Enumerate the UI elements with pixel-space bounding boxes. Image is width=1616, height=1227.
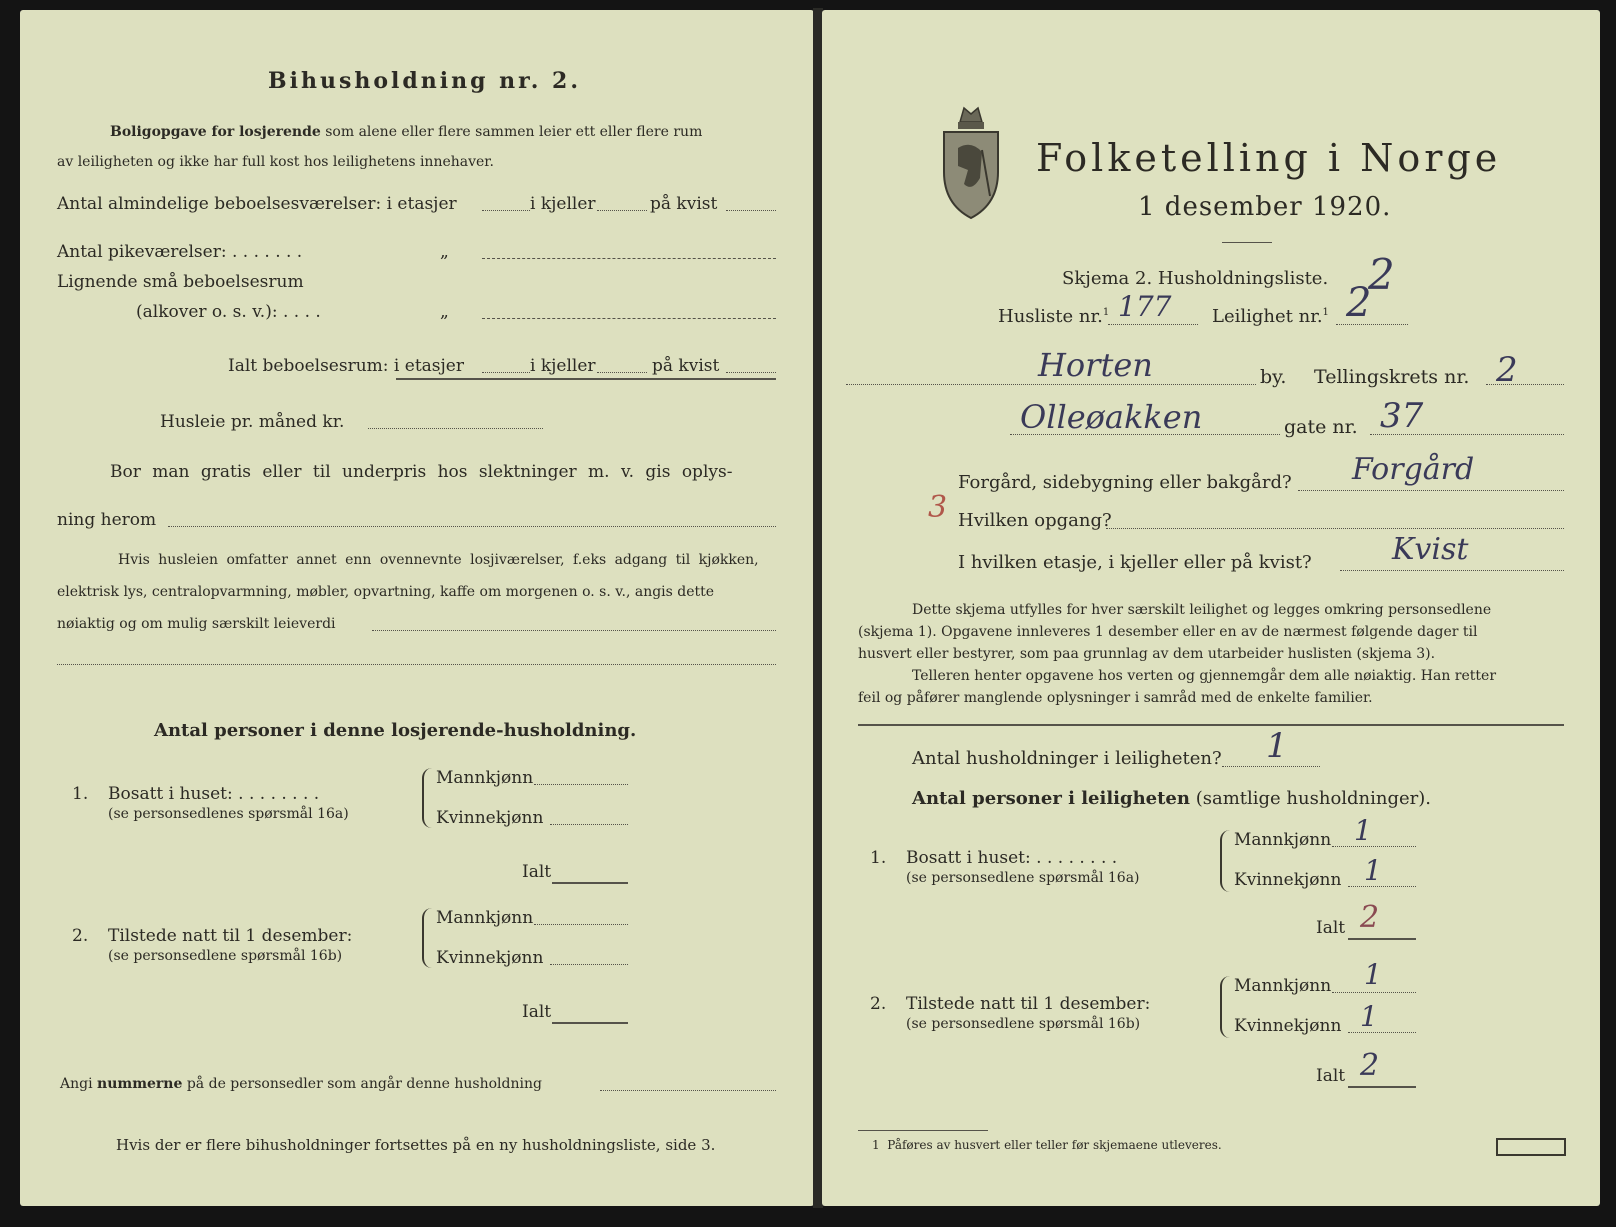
gratis-line[interactable] xyxy=(168,526,776,527)
left-q1-num: 1. xyxy=(72,784,89,804)
right-persons-heading-bold: Antal personer i leiligheten xyxy=(912,788,1190,809)
gate-line[interactable] xyxy=(1010,434,1280,435)
left-q2-num: 2. xyxy=(72,926,89,946)
rooms-label: Antal almindelige beboelsesværelser: i etasjer xyxy=(57,194,457,214)
right-q1-label: Bosatt i huset: . . . . . . . . xyxy=(906,848,1118,868)
by-hw: Horten xyxy=(1038,346,1153,384)
by-line[interactable] xyxy=(846,384,1256,385)
rooms-kjeller-line[interactable] xyxy=(597,210,647,211)
leieverdi-line[interactable] xyxy=(372,630,776,631)
left-q1-kvinne-line[interactable] xyxy=(550,824,628,825)
ialt-kvist-label: på kvist xyxy=(652,356,720,376)
leilighet-hw: 2 xyxy=(1346,280,1372,326)
right-q1-ialt-hw: 2 xyxy=(1360,900,1380,935)
left-q1-note: (se personsedlenes spørsmål 16a) xyxy=(108,806,349,822)
ialt-kjeller-label: i kjeller xyxy=(530,356,596,376)
gate-label: gate nr. xyxy=(1284,416,1358,438)
left-page xyxy=(20,10,814,1206)
info-p1-l1: Dette skjema utfylles for hver særskilt leilighet og legges omkring personsedlene xyxy=(912,602,1492,618)
left-q1-kvinne-label: Kvinnekjønn xyxy=(436,808,544,828)
info-p2-l2: feil og påfører manglende oplysninger i samråd med de enkelte familier. xyxy=(858,690,1373,706)
footnote-rule xyxy=(858,1130,988,1131)
gratis-line1: Bor man gratis eller til underpris hos slektninger m. v. gis oplys- xyxy=(110,462,733,482)
ialt-rooms-label: Ialt beboelsesrum: i etasjer xyxy=(228,356,464,376)
intro-bold: Boligopgave for losjerende xyxy=(110,124,321,140)
hvis-line1: Hvis husleien omfatter annet enn ovennevnte losjiværelser, f.eks adgang til kjøkken, xyxy=(118,552,759,568)
right-q2-num: 2. xyxy=(870,994,887,1014)
leilighet-sup: 1 xyxy=(1322,307,1329,318)
right-q1-kvinne-hw: 1 xyxy=(1364,854,1382,887)
gate-nr-hw: 37 xyxy=(1380,396,1424,436)
left-q2-ialt-label: Ialt xyxy=(522,1002,552,1022)
right-q2-mann-line[interactable] xyxy=(1332,992,1416,993)
right-q2-note: (se personsedlene spørsmål 16b) xyxy=(906,1016,1141,1032)
rooms-etasjer-line[interactable] xyxy=(482,210,530,211)
right-date: 1 desember 1920. xyxy=(1138,192,1392,222)
forgaard-label: Forgård, sidebygning eller bakgård? xyxy=(958,472,1292,493)
pike-label: Antal pikeværelser: . . . . . . . xyxy=(57,242,303,262)
skjema-label: Skjema 2. Husholdningsliste. xyxy=(1062,268,1329,289)
title-rule xyxy=(1222,242,1272,243)
printer-stamp-icon xyxy=(1496,1138,1566,1156)
angi-line xyxy=(60,1076,542,1092)
opgang-line[interactable] xyxy=(1106,528,1564,529)
krets-label: Tellingskrets nr. xyxy=(1314,366,1470,388)
intro-line1 xyxy=(110,124,702,140)
right-q2-kvinne-hw: 1 xyxy=(1360,1000,1378,1033)
lignende-line2: (alkover o. s. v.): . . . . xyxy=(136,302,321,322)
left-footer: Hvis der er flere bihusholdninger fortsettes på en ny husholdningsliste, side 3. xyxy=(116,1136,716,1154)
right-q2-brace xyxy=(1220,976,1230,1038)
left-q2-mann-line[interactable] xyxy=(534,924,628,925)
right-q1-kvinne-label: Kvinnekjønn xyxy=(1234,870,1342,890)
left-q2-kvinne-label: Kvinnekjønn xyxy=(436,948,544,968)
right-q1-ialt-line[interactable] xyxy=(1348,938,1416,940)
angi-rest: på de personsedler som angår denne husholdning xyxy=(186,1076,542,1092)
husliste-label-text: Husliste nr. xyxy=(998,306,1103,327)
rooms-kvist-label: på kvist xyxy=(650,194,718,214)
right-q2-kvinne-label: Kvinnekjønn xyxy=(1234,1016,1342,1036)
right-q1-mann-line[interactable] xyxy=(1332,846,1416,847)
leilighet-label-text: Leilighet nr. xyxy=(1212,306,1323,327)
footnote-num: 1 xyxy=(872,1138,880,1152)
left-q1-ialt-label: Ialt xyxy=(522,862,552,882)
leilighet-line[interactable] xyxy=(1336,324,1408,325)
right-q2-kvinne-line[interactable] xyxy=(1348,1032,1416,1033)
etasje-label: I hvilken etasje, i kjeller eller på kvist? xyxy=(958,552,1312,573)
intro-line2: av leiligheten og ikke har full kost hos leilighetens innehaver. xyxy=(57,154,494,170)
right-q2-ialt-hw: 2 xyxy=(1360,1048,1380,1083)
left-q1-brace xyxy=(422,768,432,828)
angi-bold: nummerne xyxy=(97,1076,183,1092)
pike-quote: „ xyxy=(440,242,449,262)
right-q2-mann-hw: 1 xyxy=(1364,958,1382,991)
ialt-etasjer-line[interactable] xyxy=(482,372,530,373)
left-q2-kvinne-line[interactable] xyxy=(550,964,628,965)
hvis-line2: elektrisk lys, centralopvarmning, møbler, opvartning, kaffe om morgenen o. s. v., angis dette xyxy=(57,584,715,600)
pike-line[interactable] xyxy=(482,258,776,259)
antal-hush-line[interactable] xyxy=(1222,766,1320,767)
right-q1-brace xyxy=(1220,830,1230,892)
angi-line-field[interactable] xyxy=(600,1090,776,1091)
husleie-label: Husleie pr. måned kr. xyxy=(160,412,345,432)
left-q1-mann-line[interactable] xyxy=(534,784,628,785)
husleie-line[interactable] xyxy=(368,428,543,429)
antal-hush-label: Antal husholdninger i leiligheten? xyxy=(912,748,1222,769)
right-q1-kvinne-line[interactable] xyxy=(1348,886,1416,887)
left-q2-brace xyxy=(422,908,432,968)
left-q2-mann-label: Mannkjønn xyxy=(436,908,534,928)
margin-mark-hw: 3 xyxy=(928,490,948,525)
angi-prefix: Angi xyxy=(60,1076,93,1092)
right-q1-mann-hw: 1 xyxy=(1354,814,1372,847)
ialt-kjeller-line[interactable] xyxy=(597,372,647,373)
etasje-hw: Kvist xyxy=(1392,532,1469,567)
forgaard-hw: Forgård xyxy=(1352,452,1475,487)
left-q1-label: Bosatt i huset: . . . . . . . . xyxy=(108,784,320,804)
right-q2-label: Tilstede natt til 1 desember: xyxy=(906,994,1151,1014)
coat-of-arms-icon xyxy=(938,100,1004,222)
skjema-hw: 2 xyxy=(1368,250,1395,299)
left-q2-label: Tilstede natt til 1 desember: xyxy=(108,926,353,946)
opgang-label: Hvilken opgang? xyxy=(958,510,1112,531)
intro-rest: som alene eller flere sammen leier ett eller flere rum xyxy=(325,124,703,140)
info-p1-l2: (skjema 1). Opgavene innleveres 1 desember eller en av de nærmest følgende dager til xyxy=(858,624,1478,640)
right-q1-num: 1. xyxy=(870,848,887,868)
ialt-double-rule xyxy=(396,378,776,380)
forgaard-line[interactable] xyxy=(1298,490,1564,491)
info-p2-l1: Telleren henter opgavene hos verten og gjennemgår dem alle nøiaktig. Han retter xyxy=(912,668,1497,684)
info-p1-l3: husvert eller bestyrer, som paa grunnlag av dem utarbeider huslisten (skjema 3). xyxy=(858,646,1436,662)
etasje-line[interactable] xyxy=(1340,570,1564,571)
gratis-line2: ning herom xyxy=(57,510,157,530)
right-q1-mann-label: Mannkjønn xyxy=(1234,830,1332,850)
gate-nr-line[interactable] xyxy=(1370,434,1564,435)
krets-line[interactable] xyxy=(1486,384,1564,385)
info-rule xyxy=(858,724,1564,726)
right-q1-ialt-label: Ialt xyxy=(1316,918,1346,938)
right-q2-ialt-label: Ialt xyxy=(1316,1066,1346,1086)
leieverdi-line2[interactable] xyxy=(57,664,776,665)
left-q2-note: (se personsedlene spørsmål 16b) xyxy=(108,948,343,964)
left-q1-ialt-line[interactable] xyxy=(552,882,628,884)
rooms-kjeller-label: i kjeller xyxy=(530,194,596,214)
right-q2-ialt-line[interactable] xyxy=(1348,1086,1416,1088)
lignende-line1: Lignende små beboelsesrum xyxy=(57,272,304,292)
left-title: Bihusholdning nr. 2. xyxy=(268,68,581,94)
by-label: by. xyxy=(1260,366,1287,388)
krets-hw: 2 xyxy=(1496,350,1518,390)
husliste-sup: 1 xyxy=(1102,307,1110,318)
footnote-text: Påføres av husvert eller teller før skjemaene utleveres. xyxy=(887,1138,1222,1152)
husliste-line[interactable] xyxy=(1108,324,1198,325)
right-title: Folketelling i Norge xyxy=(1036,136,1502,180)
right-persons-heading xyxy=(912,788,1431,809)
husliste-label xyxy=(998,306,1109,327)
gate-hw: Olleøakken xyxy=(1020,398,1203,436)
left-q2-ialt-line[interactable] xyxy=(552,1022,628,1024)
footnote xyxy=(872,1138,1222,1152)
left-persons-heading: Antal personer i denne losjerende-husholdning. xyxy=(154,720,637,741)
lignende-line[interactable] xyxy=(482,318,776,319)
antal-hush-hw: 1 xyxy=(1266,726,1288,766)
left-q1-mann-label: Mannkjønn xyxy=(436,768,534,788)
leilighet-label xyxy=(1212,306,1329,327)
hvis-line3: nøiaktig og om mulig særskilt leieverdi xyxy=(57,616,336,632)
right-q1-note: (se personsedlene spørsmål 16a) xyxy=(906,870,1140,886)
rooms-kvist-line[interactable] xyxy=(726,210,776,211)
right-q2-mann-label: Mannkjønn xyxy=(1234,976,1332,996)
lignende-quote: „ xyxy=(440,302,449,322)
ialt-kvist-line[interactable] xyxy=(726,372,776,373)
husliste-hw: 177 xyxy=(1118,290,1172,323)
right-persons-heading-rest: (samtlige husholdninger). xyxy=(1195,788,1432,809)
